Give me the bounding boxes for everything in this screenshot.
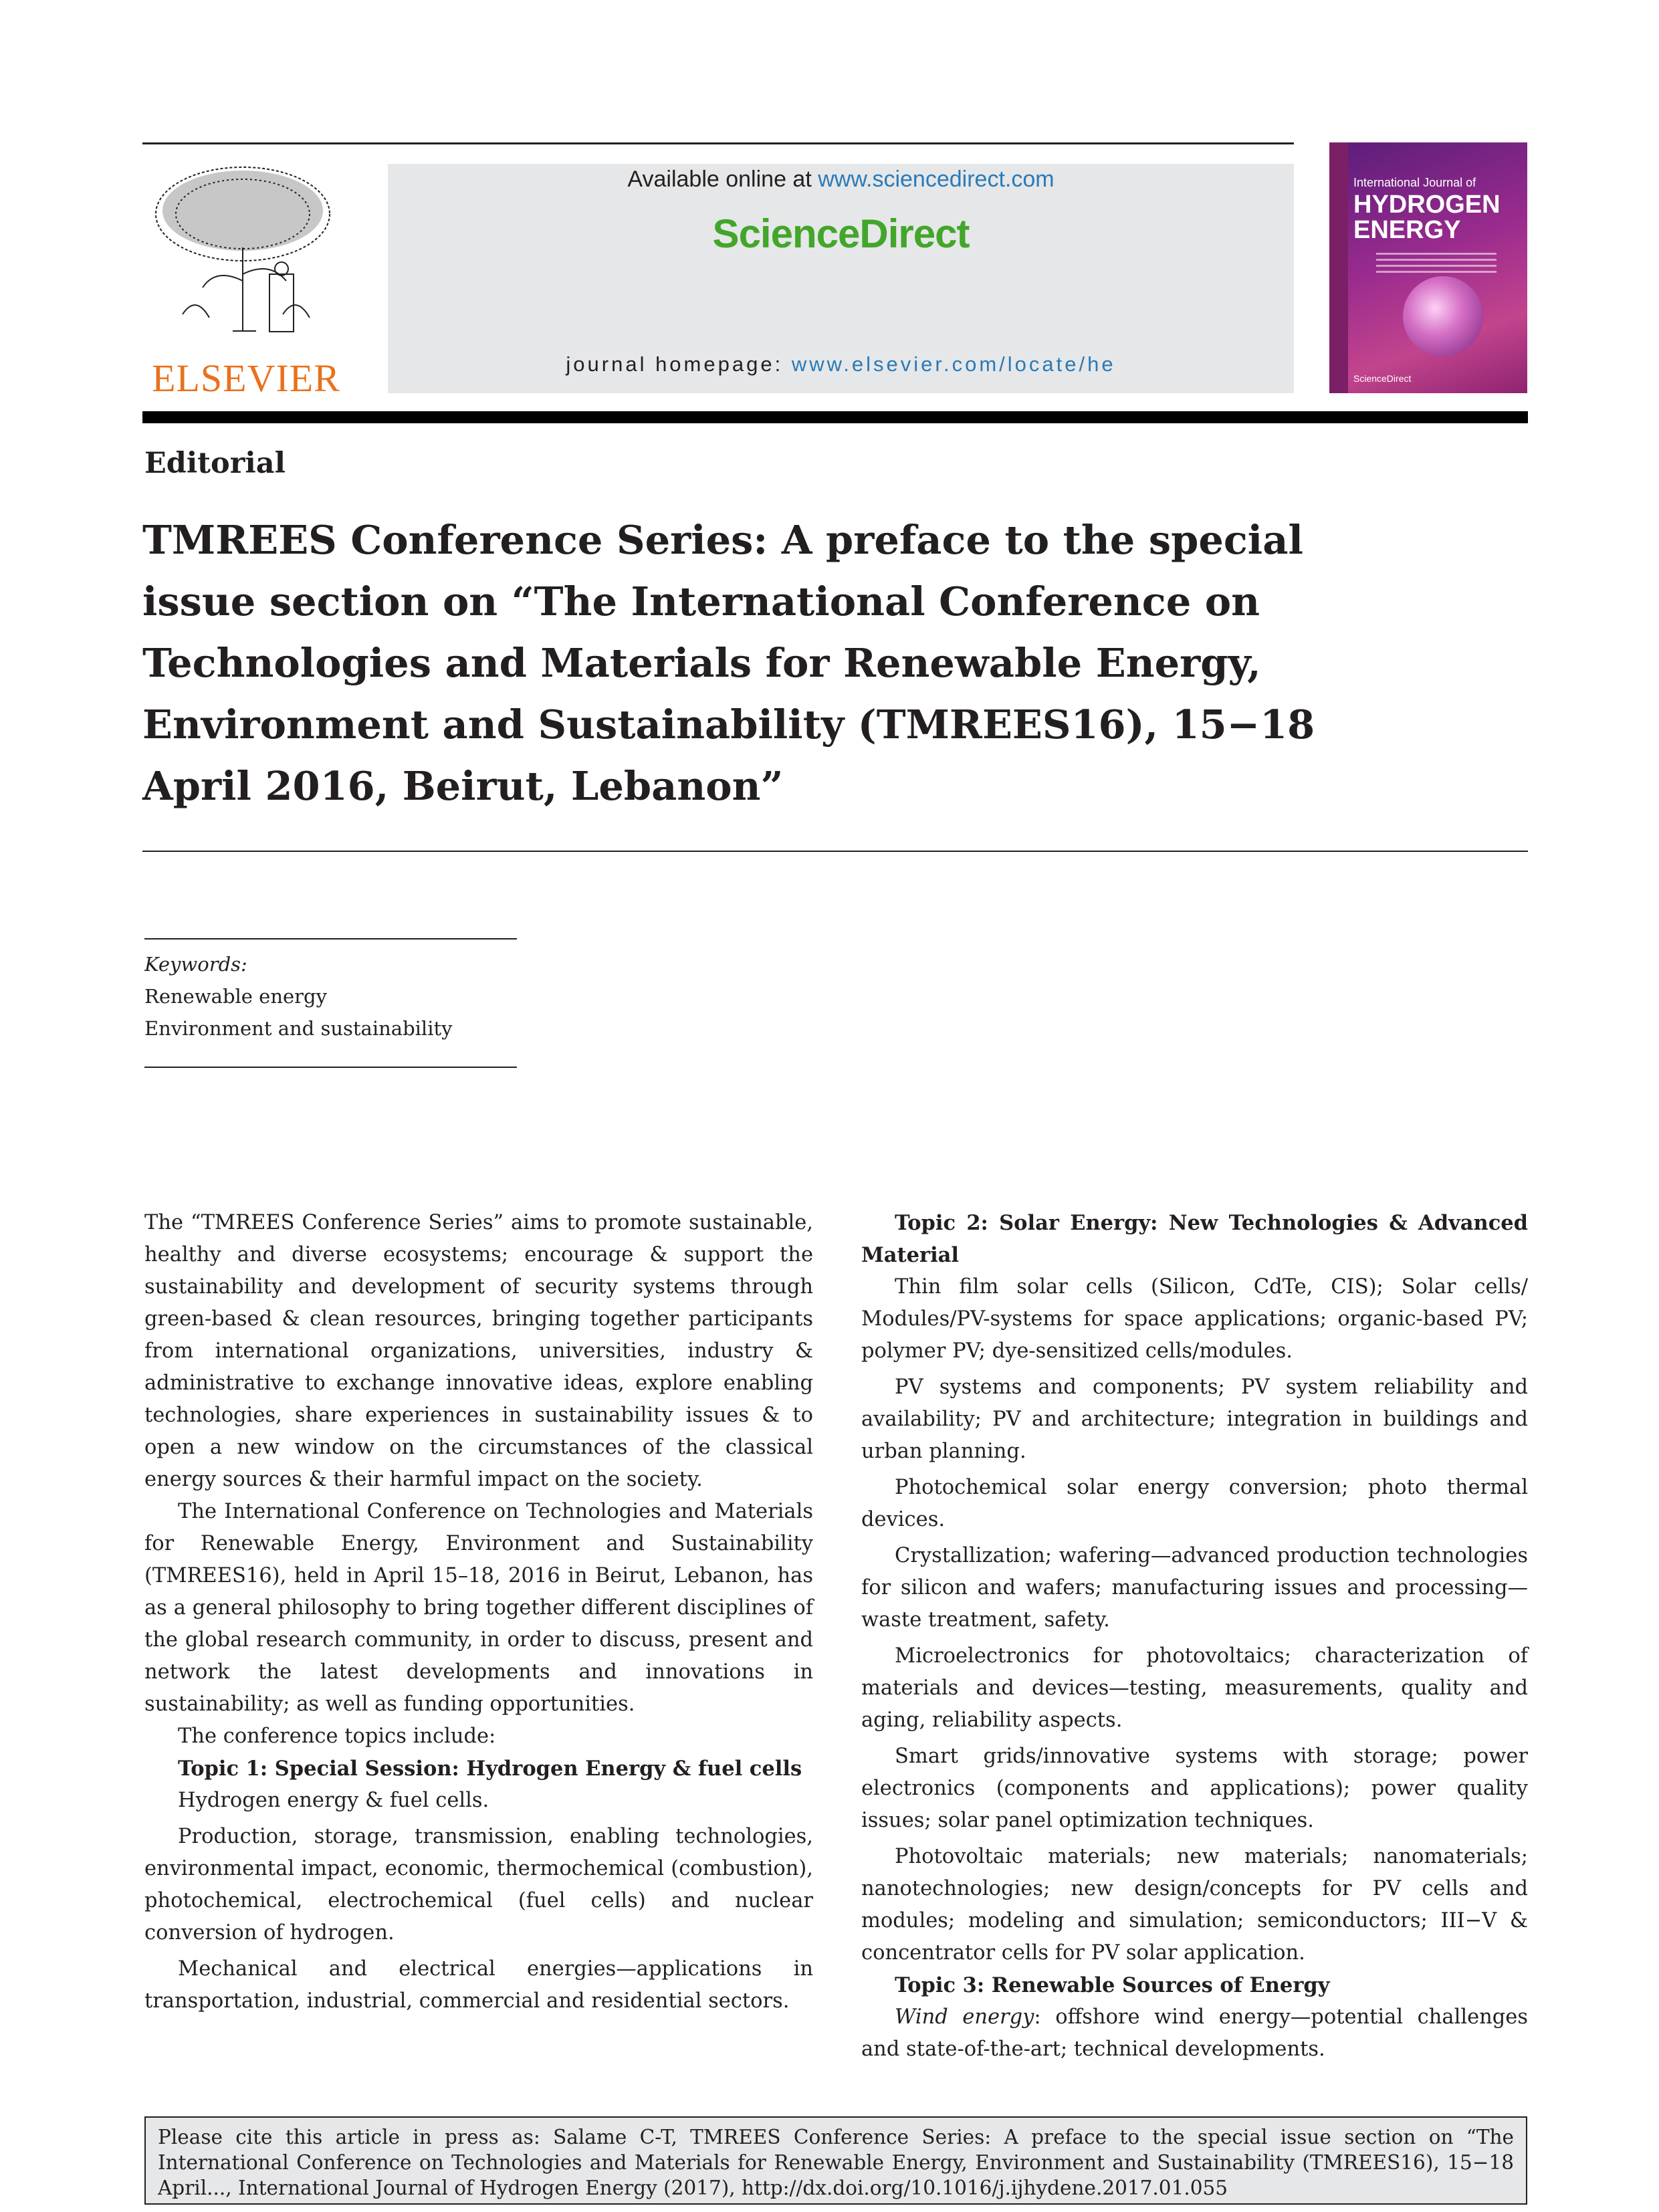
body-paragraph: The International Conference on Technologies and Materials for Renewable Energy, Environment and Sustainability (TMREES16), held in April 15–18, 2016 in Beirut, Lebanon, has as a general philosophy to bring together different disciplines of the global research community, in order to discuss, present and network the latest developments and innovations in sustainability; as well as funding opportunities. (144, 1500, 813, 1716)
topic-heading: Topic 2: Solar Energy: New Technologies & Advanced Material (861, 1211, 1528, 1267)
body-left-column (144, 1207, 813, 2017)
body-paragraph: Thin film solar cells (Silicon, CdTe, CIS); Solar cells/ Modules/PV-systems for space applications; organic-based PV; polymer PV; dye-sensitized cells/modules. (861, 1275, 1528, 1363)
body-paragraph: Mechanical and electrical energies—applications in transportation, industrial, commercial and residential sectors. (144, 1957, 813, 2013)
keywords-label: Keywords: (144, 953, 247, 976)
available-online (388, 167, 1294, 193)
cover-footer: ScienceDirect (1353, 373, 1412, 384)
article-title (142, 510, 1346, 817)
body-paragraph (861, 2001, 1528, 2066)
body-paragraph: The conference topics include: (178, 1725, 496, 1748)
elsevier-tree-icon (142, 160, 350, 348)
citation-text: Please cite this article in press as: Salame C-T, TMREES Conference Series: A preface to the special issue section on “The International Conference on Technologies and Materials for Renewable Energy, Environment and Sustainability (TMREES16), 15−18 April..., International Journal of Hydrogen Energy (2017), http://dx.doi.org/10.1016/j.ijhydene.2017.01.055 (158, 2126, 1514, 2199)
cover-editor-lines (1376, 253, 1497, 277)
title-line: Environment and Sustainability (TMREES16), 15−18 (142, 701, 1315, 748)
keywords-bottom-rule (144, 1067, 517, 1068)
body-paragraph: Crystallization; wafering—advanced production technologies for silicon and wafers; manufacturing issues and processing—waste treatment, safety. (861, 1544, 1528, 1632)
cover-strip (1329, 142, 1348, 393)
title-line: April 2016, Beirut, Lebanon” (142, 763, 784, 809)
body-paragraph: Production, storage, transmission, enabling technologies, environmental impact, economic, thermochemical (combustion), photochemical, electrochemical (fuel cells) and nuclear conversion of hydrogen. (144, 1825, 813, 1945)
publisher-wordmark: ELSEVIER (152, 356, 340, 400)
article-type: Editorial (144, 447, 286, 480)
wind-energy-text: : offshore wind energy—potential challenges and state-of-the-art; technical developments. (861, 2005, 1528, 2061)
sciencedirect-banner (388, 164, 1294, 393)
available-prefix: Available online at (627, 167, 818, 192)
cover-word-energy: ENERGY (1353, 216, 1461, 244)
body-paragraph: Photochemical solar energy conversion; photo thermal devices. (861, 1476, 1528, 1531)
wind-energy-label: Wind energy (895, 2005, 1034, 2029)
homepage-prefix: journal homepage: (566, 352, 792, 376)
cover-journal-name (1353, 192, 1501, 243)
elsevier-logo (142, 160, 350, 401)
body-paragraph: Microelectronics for photovoltaics; characterization of materials and devices—testing, measurements, quality and aging, reliability aspects. (861, 1644, 1528, 1732)
title-line: TMREES Conference Series: A preface to the special (142, 517, 1303, 563)
header-thick-rule (142, 411, 1528, 423)
body-paragraph: Smart grids/innovative systems with storage; power electronics (components and applications); power quality issues; solar panel optimization techniques. (861, 1745, 1528, 1832)
body-paragraph: Hydrogen energy & fuel cells. (178, 1789, 489, 1812)
homepage-link[interactable]: www.elsevier.com/locate/he (791, 352, 1116, 376)
journal-homepage (388, 352, 1294, 376)
header-top-rule (142, 142, 1294, 144)
title-bottom-rule (142, 851, 1528, 852)
sciencedirect-link[interactable]: www.sciencedirect.com (818, 167, 1055, 192)
keyword-item: Environment and sustainability (144, 1017, 453, 1040)
citation-box (144, 2116, 1527, 2205)
topic-heading: Topic 3: Renewable Sources of Energy (895, 1973, 1330, 1997)
body-paragraph: PV systems and components; PV system reliability and availability; PV and architecture; integration in buildings and urban planning. (861, 1375, 1528, 1463)
journal-cover (1329, 142, 1527, 393)
keyword-item: Renewable energy (144, 985, 327, 1008)
body-paragraph: The “TMREES Conference Series” aims to promote sustainable, healthy and diverse ecosystems; encourage & support the sustainability and development of security systems through green-based & clean resources, bringing together participants from international organizations, universities, industry & administrative to exchange innovative ideas, explore enabling technologies, share experiences in sustainability issues & to open a new window on the circumstances of the classical energy sources & their harmful impact on the society. (144, 1211, 813, 1491)
cover-word-hydrogen: HYDROGEN (1353, 191, 1501, 219)
sciencedirect-brand: ScienceDirect (712, 211, 970, 256)
keywords-top-rule (144, 938, 517, 939)
cover-journal-prefix: International Journal of (1353, 176, 1476, 189)
title-line: Technologies and Materials for Renewable Energy, (142, 640, 1261, 686)
body-paragraph: Photovoltaic materials; new materials; nanomaterials; nanotechnologies; new design/concepts for PV cells and modules; modeling and simulation; semiconductors; III−V & concentrator cells for PV solar application. (861, 1845, 1528, 1965)
title-line: issue section on “The International Conference on (142, 578, 1260, 625)
cover-orb-image (1403, 276, 1483, 356)
topic-heading: Topic 1: Special Session: Hydrogen Energy & fuel cells (178, 1757, 802, 1781)
body-right-column (861, 1207, 1528, 2066)
